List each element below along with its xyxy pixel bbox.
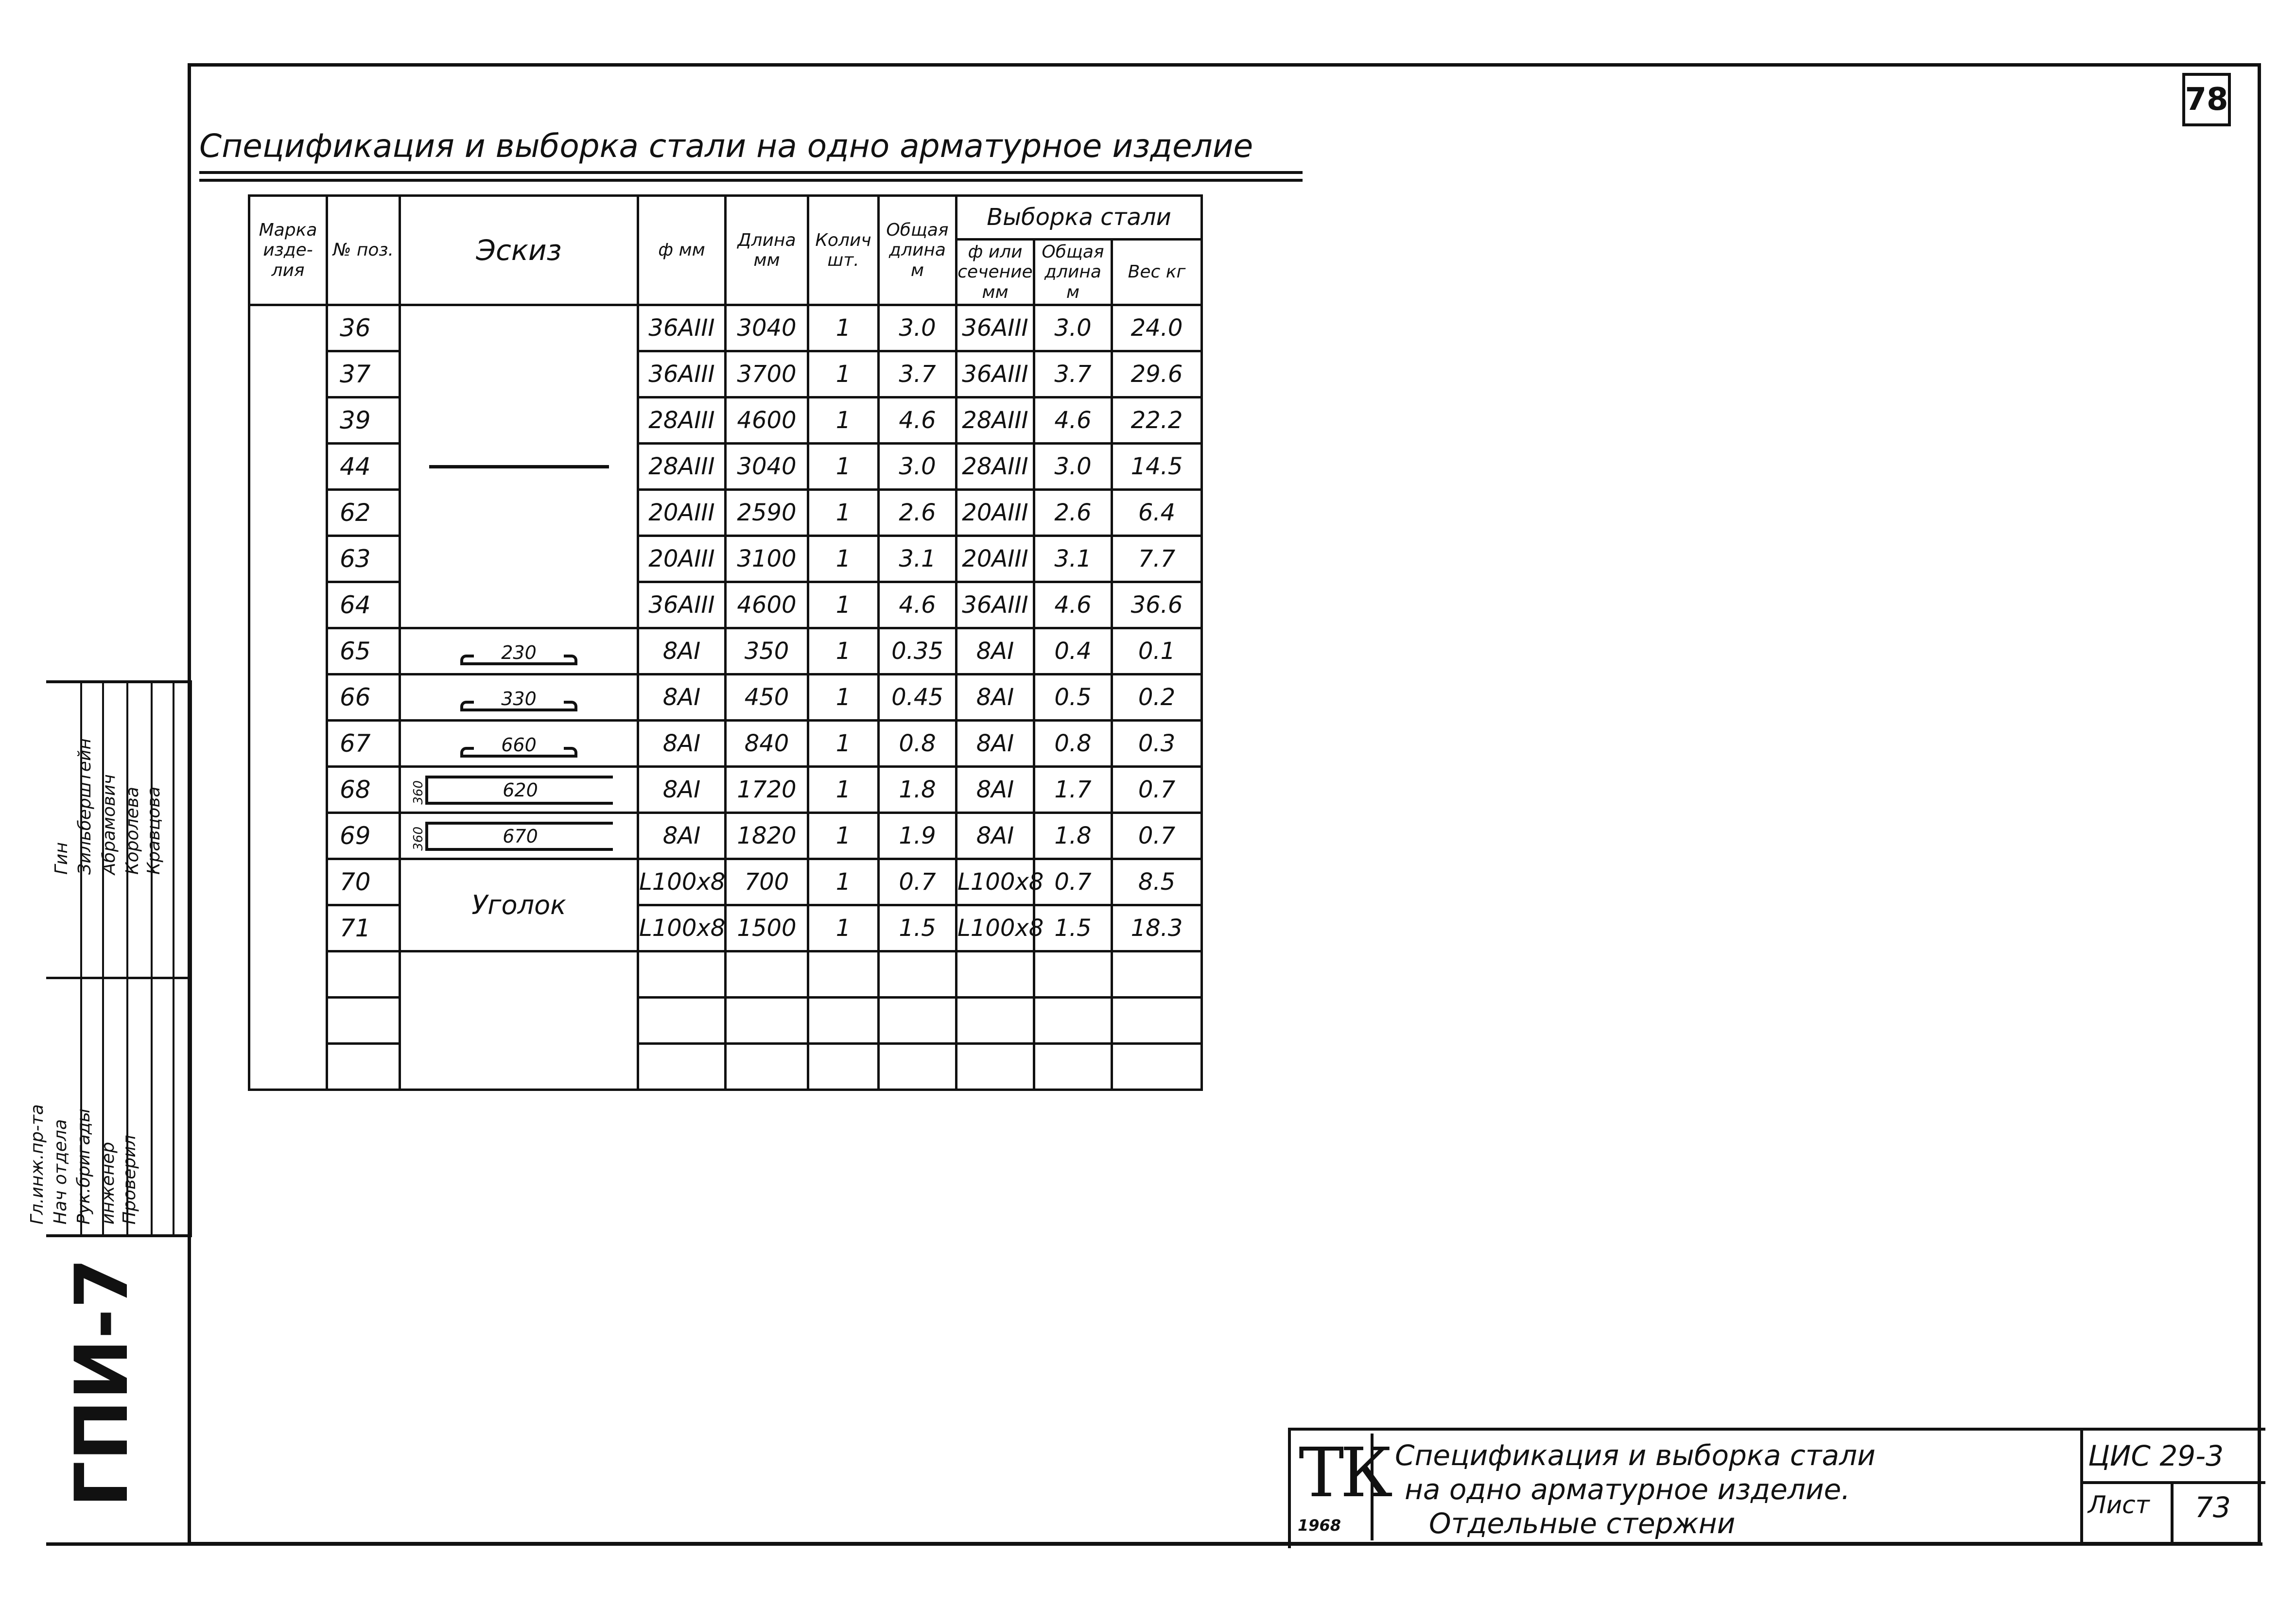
length-cell: 450 bbox=[726, 674, 808, 721]
diameter-cell: 20AIII bbox=[638, 490, 726, 536]
empty-cell bbox=[1034, 1044, 1112, 1090]
length-cell: 4600 bbox=[726, 397, 808, 444]
title-block-code-box bbox=[2080, 1428, 2265, 1545]
tk-logo bbox=[1293, 1434, 1389, 1540]
sel-diameter-cell: 8AI bbox=[957, 721, 1034, 767]
table-row bbox=[249, 998, 1202, 1044]
sel-diameter-cell: 8AI bbox=[957, 628, 1034, 674]
total-length-cell: 3.7 bbox=[879, 351, 957, 397]
weight-cell: 36.6 bbox=[1112, 582, 1202, 628]
count-cell: 1 bbox=[808, 813, 879, 859]
title-block-description bbox=[1395, 1438, 1876, 1540]
sel-diameter-cell: 8AI bbox=[957, 767, 1034, 813]
sketch-straight-bar bbox=[400, 305, 638, 628]
weight-cell: 18.3 bbox=[1112, 905, 1202, 951]
sel-length-cell: 4.6 bbox=[1034, 397, 1112, 444]
diameter-cell: 8AI bbox=[638, 767, 726, 813]
table-row bbox=[249, 628, 1202, 674]
organization-code: ГПИ-7 bbox=[60, 1258, 144, 1507]
diameter-cell: 36AIII bbox=[638, 305, 726, 351]
stirrup-sketch bbox=[411, 776, 613, 805]
count-cell: 1 bbox=[808, 905, 879, 951]
pos-cell: 36 bbox=[327, 305, 400, 351]
diameter-cell: L100x8 bbox=[638, 905, 726, 951]
diameter-cell: 28AIII bbox=[638, 397, 726, 444]
sketch-cell bbox=[400, 721, 638, 767]
total-length-cell: 4.6 bbox=[879, 582, 957, 628]
sel-length-cell: 3.7 bbox=[1034, 351, 1112, 397]
sel-diameter-cell: L100x8 bbox=[957, 905, 1034, 951]
sel-length-cell: 0.4 bbox=[1034, 628, 1112, 674]
empty-cell bbox=[957, 951, 1034, 998]
signature-name: Гин bbox=[52, 842, 71, 875]
weight-cell: 7.7 bbox=[1112, 536, 1202, 582]
signature-name: Королева bbox=[122, 787, 142, 875]
empty-sketch-cell bbox=[400, 951, 638, 1090]
sel-diameter-cell: 28AIII bbox=[957, 444, 1034, 490]
length-cell: 3700 bbox=[726, 351, 808, 397]
pos-cell: 67 bbox=[327, 721, 400, 767]
signature-name: Кравцова bbox=[144, 786, 164, 875]
table-row bbox=[249, 905, 1202, 951]
weight-cell: 24.0 bbox=[1112, 305, 1202, 351]
table-row bbox=[249, 951, 1202, 998]
table-row bbox=[249, 351, 1202, 397]
length-cell: 840 bbox=[726, 721, 808, 767]
weight-cell: 0.7 bbox=[1112, 813, 1202, 859]
sketch-cell bbox=[400, 628, 638, 674]
total-length-cell: 3.1 bbox=[879, 536, 957, 582]
diameter-cell: 36AIII bbox=[638, 351, 726, 397]
table-row bbox=[249, 536, 1202, 582]
count-cell: 1 bbox=[808, 305, 879, 351]
sel-diameter-cell: 20AIII bbox=[957, 490, 1034, 536]
pos-cell: 66 bbox=[327, 674, 400, 721]
empty-cell bbox=[1112, 998, 1202, 1044]
sel-diameter-cell: 8AI bbox=[957, 813, 1034, 859]
diameter-cell: 8AI bbox=[638, 721, 726, 767]
weight-cell: 8.5 bbox=[1112, 859, 1202, 905]
header-mark: Марка изде-лия bbox=[249, 196, 327, 305]
pos-cell: 64 bbox=[327, 582, 400, 628]
empty-cell bbox=[1034, 998, 1112, 1044]
stirrup-dim: 620 bbox=[503, 779, 538, 801]
pos-cell: 37 bbox=[327, 351, 400, 397]
table-row bbox=[249, 767, 1202, 813]
sel-diameter-cell: 36AIII bbox=[957, 351, 1034, 397]
sheet-number: 73 bbox=[2195, 1491, 2231, 1524]
pos-cell: 70 bbox=[327, 859, 400, 905]
empty-cell bbox=[1112, 951, 1202, 998]
empty-cell bbox=[1112, 1044, 1202, 1090]
total-length-cell: 1.5 bbox=[879, 905, 957, 951]
sketch-cell bbox=[400, 767, 638, 813]
empty-cell bbox=[726, 1044, 808, 1090]
sel-length-cell: 1.5 bbox=[1034, 905, 1112, 951]
description-line: на одно арматурное изделие. bbox=[1405, 1473, 1850, 1506]
empty-cell bbox=[879, 998, 957, 1044]
signature-role: Рук.бригады bbox=[74, 1108, 94, 1225]
total-length-cell: 0.7 bbox=[879, 859, 957, 905]
count-cell: 1 bbox=[808, 490, 879, 536]
signature-divider bbox=[46, 1234, 189, 1237]
header-sketch: Эскиз bbox=[400, 196, 638, 305]
count-cell: 1 bbox=[808, 536, 879, 582]
description-line: Отдельные стержни bbox=[1429, 1507, 1736, 1540]
length-cell: 2590 bbox=[726, 490, 808, 536]
empty-cell bbox=[879, 1044, 957, 1090]
header-sel-diameter: ф или сечение мм bbox=[957, 240, 1034, 305]
total-length-cell: 4.6 bbox=[879, 397, 957, 444]
sel-length-cell: 1.7 bbox=[1034, 767, 1112, 813]
signature-role: инженер bbox=[98, 1141, 118, 1225]
weight-cell: 0.3 bbox=[1112, 721, 1202, 767]
table-row bbox=[249, 305, 1202, 351]
count-cell: 1 bbox=[808, 721, 879, 767]
length-cell: 350 bbox=[726, 628, 808, 674]
empty-cell bbox=[638, 1044, 726, 1090]
empty-cell bbox=[327, 951, 400, 998]
signature-name: Абрамович bbox=[99, 774, 119, 875]
weight-cell: 14.5 bbox=[1112, 444, 1202, 490]
empty-cell bbox=[726, 998, 808, 1044]
total-length-cell: 0.8 bbox=[879, 721, 957, 767]
diameter-cell: 8AI bbox=[638, 628, 726, 674]
pos-cell: 39 bbox=[327, 397, 400, 444]
title-underline bbox=[199, 171, 1303, 174]
diameter-cell: L100x8 bbox=[638, 859, 726, 905]
empty-cell bbox=[327, 1044, 400, 1090]
empty-cell bbox=[808, 951, 879, 998]
stirrup-side-dim: 360 bbox=[411, 780, 426, 805]
empty-cell bbox=[808, 1044, 879, 1090]
sel-length-cell: 2.6 bbox=[1034, 490, 1112, 536]
weight-cell: 0.7 bbox=[1112, 767, 1202, 813]
count-cell: 1 bbox=[808, 674, 879, 721]
header-count: Колич шт. bbox=[808, 196, 879, 305]
straight-bar-sketch bbox=[429, 465, 609, 468]
sel-diameter-cell: 28AIII bbox=[957, 397, 1034, 444]
sel-length-cell: 4.6 bbox=[1034, 582, 1112, 628]
sel-diameter-cell: 36AIII bbox=[957, 305, 1034, 351]
table-row bbox=[249, 674, 1202, 721]
pos-cell: 69 bbox=[327, 813, 400, 859]
empty-cell bbox=[879, 951, 957, 998]
diameter-cell: 8AI bbox=[638, 674, 726, 721]
signature-role: Гл.инж.пр-та bbox=[27, 1104, 47, 1225]
stirrup-dim: 670 bbox=[503, 825, 538, 847]
sel-diameter-cell: 8AI bbox=[957, 674, 1034, 721]
empty-cell bbox=[638, 998, 726, 1044]
empty-cell bbox=[957, 1044, 1034, 1090]
total-length-cell: 3.0 bbox=[879, 305, 957, 351]
table-row bbox=[249, 490, 1202, 536]
pos-cell: 65 bbox=[327, 628, 400, 674]
signature-role: Проверил bbox=[120, 1135, 139, 1225]
signature-name: Зильберштейн bbox=[75, 738, 95, 875]
sel-length-cell: 3.0 bbox=[1034, 305, 1112, 351]
header-diameter: ф мм bbox=[638, 196, 726, 305]
count-cell: 1 bbox=[808, 628, 879, 674]
length-cell: 4600 bbox=[726, 582, 808, 628]
pos-cell: 71 bbox=[327, 905, 400, 951]
table-row bbox=[249, 813, 1202, 859]
document-code: ЦИС 29-3 bbox=[2088, 1439, 2224, 1472]
pos-cell: 44 bbox=[327, 444, 400, 490]
weight-cell: 6.4 bbox=[1112, 490, 1202, 536]
signature-divider bbox=[46, 977, 189, 979]
header-selection: Выборка стали bbox=[957, 196, 1202, 240]
sketch-angle-label: Уголок bbox=[400, 859, 638, 951]
table-body bbox=[249, 305, 1202, 1090]
count-cell: 1 bbox=[808, 582, 879, 628]
weight-cell: 29.6 bbox=[1112, 351, 1202, 397]
weight-cell: 0.1 bbox=[1112, 628, 1202, 674]
header-length: Длина мм bbox=[726, 196, 808, 305]
table-row bbox=[249, 397, 1202, 444]
length-cell: 3040 bbox=[726, 305, 808, 351]
total-length-cell: 0.35 bbox=[879, 628, 957, 674]
specification-table bbox=[248, 194, 1203, 1091]
header-sel-length: Общая длина м bbox=[1034, 240, 1112, 305]
pos-cell: 62 bbox=[327, 490, 400, 536]
diameter-cell: 28AIII bbox=[638, 444, 726, 490]
count-cell: 1 bbox=[808, 767, 879, 813]
tk-year: 1968 bbox=[1298, 1516, 1341, 1535]
total-length-cell: 3.0 bbox=[879, 444, 957, 490]
total-length-cell: 1.8 bbox=[879, 767, 957, 813]
sel-length-cell: 0.8 bbox=[1034, 721, 1112, 767]
total-length-cell: 2.6 bbox=[879, 490, 957, 536]
sel-length-cell: 3.1 bbox=[1034, 536, 1112, 582]
hooked-bar-sketch: 230 bbox=[462, 643, 575, 665]
empty-cell bbox=[1034, 951, 1112, 998]
title-underline bbox=[199, 179, 1303, 182]
length-cell: 1720 bbox=[726, 767, 808, 813]
table-row bbox=[249, 721, 1202, 767]
sel-length-cell: 1.8 bbox=[1034, 813, 1112, 859]
count-cell: 1 bbox=[808, 859, 879, 905]
pos-cell: 68 bbox=[327, 767, 400, 813]
total-length-cell: 1.9 bbox=[879, 813, 957, 859]
hooked-bar-sketch: 330 bbox=[462, 689, 575, 711]
sheet-label: Лист bbox=[2088, 1491, 2150, 1519]
weight-cell: 22.2 bbox=[1112, 397, 1202, 444]
diameter-cell: 36AIII bbox=[638, 582, 726, 628]
length-cell: 3040 bbox=[726, 444, 808, 490]
weight-cell: 0.2 bbox=[1112, 674, 1202, 721]
table-row bbox=[249, 444, 1202, 490]
sketch-cell bbox=[400, 674, 638, 721]
length-cell: 1500 bbox=[726, 905, 808, 951]
empty-cell bbox=[808, 998, 879, 1044]
sel-diameter-cell: 20AIII bbox=[957, 536, 1034, 582]
description-line: Спецификация и выборка стали bbox=[1395, 1439, 1876, 1472]
empty-cell bbox=[957, 998, 1034, 1044]
sel-length-cell: 0.7 bbox=[1034, 859, 1112, 905]
pos-cell: 63 bbox=[327, 536, 400, 582]
empty-cell bbox=[327, 998, 400, 1044]
sel-length-cell: 3.0 bbox=[1034, 444, 1112, 490]
count-cell: 1 bbox=[808, 397, 879, 444]
diameter-cell: 20AIII bbox=[638, 536, 726, 582]
total-length-cell: 0.45 bbox=[879, 674, 957, 721]
sel-length-cell: 0.5 bbox=[1034, 674, 1112, 721]
header-total-length: Общая длина м bbox=[879, 196, 957, 305]
diameter-cell: 8AI bbox=[638, 813, 726, 859]
sel-diameter-cell: L100x8 bbox=[957, 859, 1034, 905]
table-row bbox=[249, 859, 1202, 905]
document-title: Спецификация и выборка стали на одно арматурное изделие bbox=[199, 127, 1253, 165]
stirrup-sketch bbox=[411, 822, 613, 851]
count-cell: 1 bbox=[808, 351, 879, 397]
page-number: 78 bbox=[2182, 73, 2231, 126]
hooked-bar-sketch: 660 bbox=[462, 735, 575, 758]
length-cell: 700 bbox=[726, 859, 808, 905]
stirrup-side-dim: 360 bbox=[411, 826, 426, 851]
tk-logo-letters: ТК bbox=[1299, 1434, 1389, 1513]
mark-cell bbox=[249, 305, 327, 1090]
header-pos: № поз. bbox=[327, 196, 400, 305]
table-row bbox=[249, 1044, 1202, 1090]
sel-diameter-cell: 36AIII bbox=[957, 582, 1034, 628]
length-cell: 3100 bbox=[726, 536, 808, 582]
table-row bbox=[249, 582, 1202, 628]
count-cell: 1 bbox=[808, 444, 879, 490]
empty-cell bbox=[726, 951, 808, 998]
header-sel-weight: Вес кг bbox=[1112, 240, 1202, 305]
sketch-cell bbox=[400, 813, 638, 859]
length-cell: 1820 bbox=[726, 813, 808, 859]
empty-cell bbox=[638, 951, 726, 998]
signature-role: Нач отдела bbox=[51, 1119, 70, 1225]
